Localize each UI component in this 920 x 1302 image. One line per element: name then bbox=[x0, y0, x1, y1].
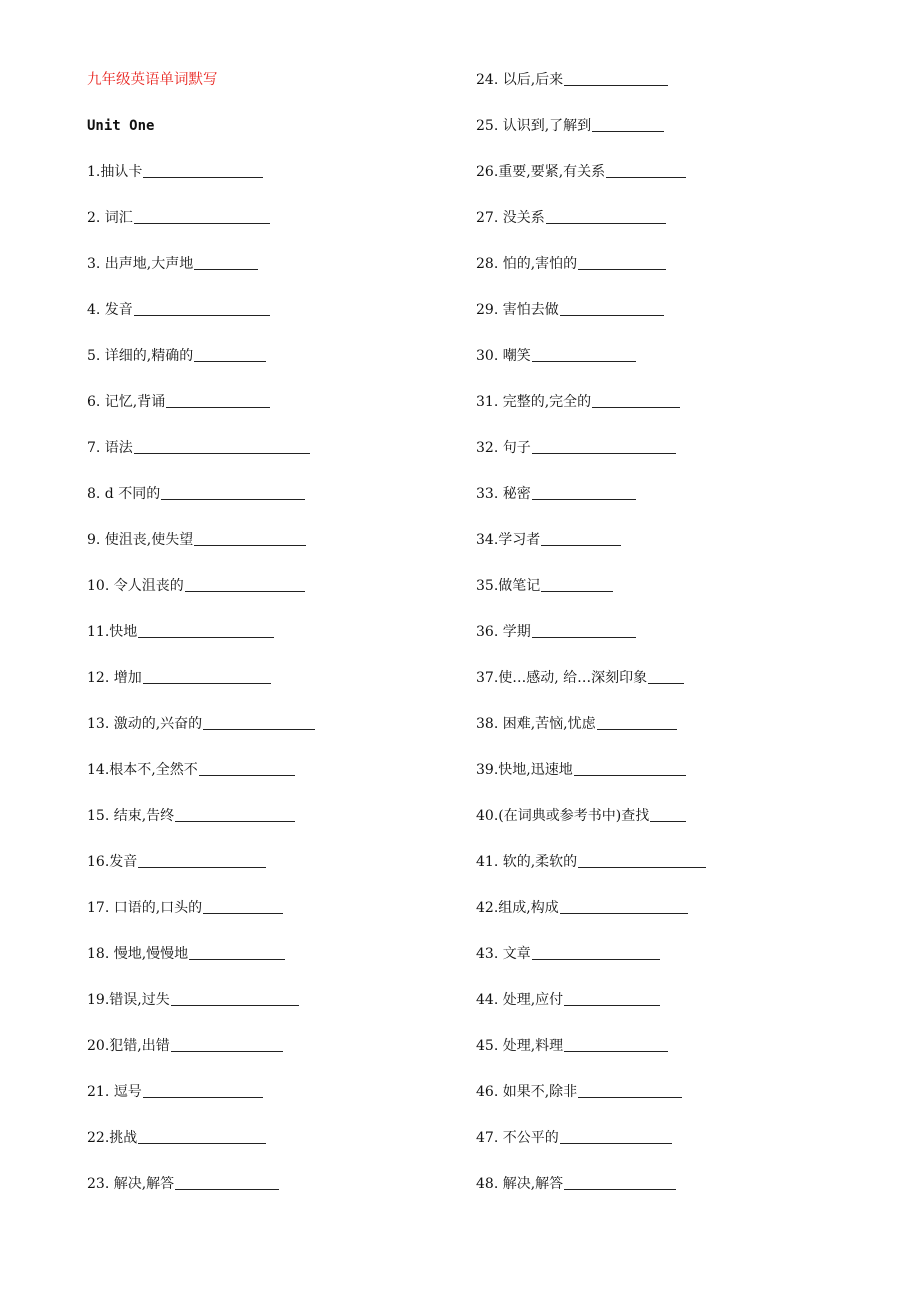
vocab-item bbox=[476, 620, 636, 644]
answer-blank[interactable] bbox=[532, 347, 636, 362]
vocab-prompt: 20.犯错,出错 bbox=[87, 1038, 170, 1054]
vocab-item bbox=[476, 666, 684, 690]
vocab-item bbox=[476, 298, 664, 322]
vocab-prompt: 34.学习者 bbox=[476, 532, 541, 548]
answer-blank[interactable] bbox=[138, 1129, 266, 1144]
vocab-item bbox=[87, 896, 283, 920]
vocab-prompt: 5. 详细的,精确的 bbox=[87, 348, 194, 364]
vocab-item bbox=[87, 942, 285, 966]
answer-blank[interactable] bbox=[546, 209, 666, 224]
answer-blank[interactable] bbox=[592, 393, 680, 408]
vocab-item bbox=[87, 1126, 266, 1150]
vocab-prompt: 33. 秘密 bbox=[476, 486, 531, 502]
vocab-item bbox=[476, 758, 686, 782]
vocab-prompt: 16.发音 bbox=[87, 854, 138, 870]
vocab-prompt: 17. 口语的,口头的 bbox=[87, 900, 203, 916]
vocab-item bbox=[87, 160, 263, 184]
vocab-prompt: 6. 记忆,背诵 bbox=[87, 394, 166, 410]
vocab-prompt: 31. 完整的,完全的 bbox=[476, 394, 592, 410]
vocab-item bbox=[87, 804, 295, 828]
answer-blank[interactable] bbox=[541, 577, 613, 592]
answer-blank[interactable] bbox=[532, 945, 660, 960]
answer-blank[interactable] bbox=[564, 1175, 676, 1190]
answer-blank[interactable] bbox=[194, 347, 266, 362]
vocab-item bbox=[87, 758, 295, 782]
vocab-prompt: 38. 困难,苦恼,忧虑 bbox=[476, 716, 596, 732]
vocab-item bbox=[476, 850, 706, 874]
vocab-prompt: 44. 处理,应付 bbox=[476, 992, 564, 1008]
answer-blank[interactable] bbox=[564, 71, 668, 86]
vocab-prompt: 32. 句子 bbox=[476, 440, 531, 456]
answer-blank[interactable] bbox=[574, 761, 686, 776]
vocab-prompt: 11.快地 bbox=[87, 624, 138, 640]
vocab-item bbox=[476, 390, 680, 414]
vocab-prompt: 2. 词汇 bbox=[87, 210, 133, 226]
answer-blank[interactable] bbox=[138, 853, 266, 868]
answer-blank[interactable] bbox=[560, 899, 688, 914]
vocab-item bbox=[87, 1034, 283, 1058]
vocab-prompt: 13. 激动的,兴奋的 bbox=[87, 716, 203, 732]
vocab-prompt: 47. 不公平的 bbox=[476, 1130, 559, 1146]
answer-blank[interactable] bbox=[203, 899, 283, 914]
vocab-prompt: 40.(在词典或参考书中)查找 bbox=[476, 808, 650, 824]
answer-blank[interactable] bbox=[532, 623, 636, 638]
vocab-item bbox=[476, 574, 613, 598]
vocab-prompt: 21. 逗号 bbox=[87, 1084, 142, 1100]
vocab-prompt: 46. 如果不,除非 bbox=[476, 1084, 578, 1100]
answer-blank[interactable] bbox=[185, 577, 305, 592]
answer-blank[interactable] bbox=[597, 715, 677, 730]
vocab-prompt: 35.做笔记 bbox=[476, 578, 541, 594]
answer-blank[interactable] bbox=[166, 393, 270, 408]
vocab-prompt: 29. 害怕去做 bbox=[476, 302, 559, 318]
answer-blank[interactable] bbox=[161, 485, 305, 500]
vocab-item bbox=[476, 436, 676, 460]
vocab-item bbox=[87, 390, 270, 414]
answer-blank[interactable] bbox=[592, 117, 664, 132]
vocab-prompt: 41. 软的,柔软的 bbox=[476, 854, 578, 870]
vocab-item bbox=[476, 252, 666, 276]
vocab-prompt: 24. 以后,后来 bbox=[476, 72, 564, 88]
answer-blank[interactable] bbox=[194, 255, 258, 270]
answer-blank[interactable] bbox=[143, 669, 271, 684]
answer-blank[interactable] bbox=[138, 623, 274, 638]
vocab-prompt: 28. 怕的,害怕的 bbox=[476, 256, 578, 272]
vocab-prompt: 8. d 不同的 bbox=[87, 486, 161, 502]
vocab-item bbox=[87, 482, 305, 506]
vocab-item bbox=[476, 68, 668, 92]
vocab-item bbox=[476, 804, 686, 828]
vocab-prompt: 15. 结束,告终 bbox=[87, 808, 175, 824]
vocab-item bbox=[476, 528, 621, 552]
answer-blank[interactable] bbox=[171, 1037, 283, 1052]
answer-blank[interactable] bbox=[564, 1037, 668, 1052]
vocab-item bbox=[476, 344, 636, 368]
vocab-item bbox=[476, 482, 636, 506]
vocab-item bbox=[476, 1034, 668, 1058]
answer-blank[interactable] bbox=[199, 761, 295, 776]
vocab-prompt: 1.抽认卡 bbox=[87, 164, 143, 180]
vocab-prompt: 18. 慢地,慢慢地 bbox=[87, 946, 189, 962]
vocab-prompt: 10. 令人沮丧的 bbox=[87, 578, 184, 594]
answer-blank[interactable] bbox=[532, 439, 676, 454]
vocab-item bbox=[87, 206, 270, 230]
answer-blank[interactable] bbox=[143, 1083, 263, 1098]
vocab-prompt: 39.快地,迅速地 bbox=[476, 762, 573, 778]
answer-blank[interactable] bbox=[143, 163, 263, 178]
vocab-prompt: 23. 解决,解答 bbox=[87, 1176, 175, 1192]
answer-blank[interactable] bbox=[606, 163, 686, 178]
vocab-prompt: 12. 增加 bbox=[87, 670, 142, 686]
vocab-item bbox=[476, 1172, 676, 1196]
answer-blank[interactable] bbox=[560, 301, 664, 316]
answer-blank[interactable] bbox=[203, 715, 315, 730]
vocab-prompt: 26.重要,要紧,有关系 bbox=[476, 164, 606, 180]
answer-blank[interactable] bbox=[134, 301, 270, 316]
answer-blank[interactable] bbox=[175, 807, 295, 822]
answer-blank[interactable] bbox=[532, 485, 636, 500]
answer-blank[interactable] bbox=[650, 807, 686, 822]
answer-blank[interactable] bbox=[560, 1129, 672, 1144]
vocab-item bbox=[87, 712, 315, 736]
vocab-item bbox=[87, 528, 306, 552]
vocab-item bbox=[476, 160, 686, 184]
vocab-prompt: 3. 出声地,大声地 bbox=[87, 256, 194, 272]
answer-blank[interactable] bbox=[541, 531, 621, 546]
vocab-item bbox=[476, 206, 666, 230]
vocab-item bbox=[87, 988, 299, 1012]
answer-blank[interactable] bbox=[194, 531, 306, 546]
vocab-prompt: 25. 认识到,了解到 bbox=[476, 118, 592, 134]
vocab-item bbox=[87, 850, 266, 874]
vocab-prompt: 9. 使沮丧,使失望 bbox=[87, 532, 194, 548]
vocab-item bbox=[87, 252, 258, 276]
answer-blank[interactable] bbox=[578, 1083, 682, 1098]
vocab-item bbox=[87, 344, 266, 368]
vocab-prompt: 48. 解决,解答 bbox=[476, 1176, 564, 1192]
vocab-item bbox=[87, 298, 270, 322]
vocab-item bbox=[476, 942, 660, 966]
vocab-prompt: 27. 没关系 bbox=[476, 210, 545, 226]
vocab-item bbox=[87, 620, 274, 644]
answer-blank[interactable] bbox=[578, 255, 666, 270]
vocab-prompt: 42.组成,构成 bbox=[476, 900, 559, 916]
vocab-item bbox=[476, 896, 688, 920]
vocab-item bbox=[87, 436, 310, 460]
unit-heading: Unit One bbox=[87, 118, 155, 134]
answer-blank[interactable] bbox=[578, 853, 706, 868]
vocab-item bbox=[87, 666, 271, 690]
answer-blank[interactable] bbox=[564, 991, 660, 1006]
vocab-item bbox=[476, 712, 677, 736]
vocab-item bbox=[87, 1080, 263, 1104]
vocab-prompt: 43. 文章 bbox=[476, 946, 531, 962]
answer-blank[interactable] bbox=[175, 1175, 279, 1190]
vocab-prompt: 37.使…感动, 给…深刻印象 bbox=[476, 670, 648, 686]
vocab-prompt: 14.根本不,全然不 bbox=[87, 762, 198, 778]
vocab-prompt: 19.错误,过失 bbox=[87, 992, 170, 1008]
vocab-item bbox=[476, 988, 660, 1012]
vocab-prompt: 4. 发音 bbox=[87, 302, 133, 318]
vocab-prompt: 22.挑战 bbox=[87, 1130, 138, 1146]
answer-blank[interactable] bbox=[189, 945, 285, 960]
vocab-prompt: 7. 语法 bbox=[87, 440, 133, 456]
vocab-item bbox=[476, 1126, 672, 1150]
vocab-prompt: 36. 学期 bbox=[476, 624, 531, 640]
answer-blank[interactable] bbox=[134, 439, 310, 454]
answer-blank[interactable] bbox=[171, 991, 299, 1006]
vocab-prompt: 45. 处理,料理 bbox=[476, 1038, 564, 1054]
worksheet-title: 九年级英语单词默写 bbox=[87, 72, 218, 88]
vocab-item bbox=[87, 1172, 279, 1196]
vocab-item bbox=[476, 1080, 682, 1104]
vocab-item bbox=[476, 114, 664, 138]
vocab-prompt: 30. 嘲笑 bbox=[476, 348, 531, 364]
answer-blank[interactable] bbox=[134, 209, 270, 224]
answer-blank[interactable] bbox=[648, 669, 684, 684]
vocab-item bbox=[87, 574, 305, 598]
